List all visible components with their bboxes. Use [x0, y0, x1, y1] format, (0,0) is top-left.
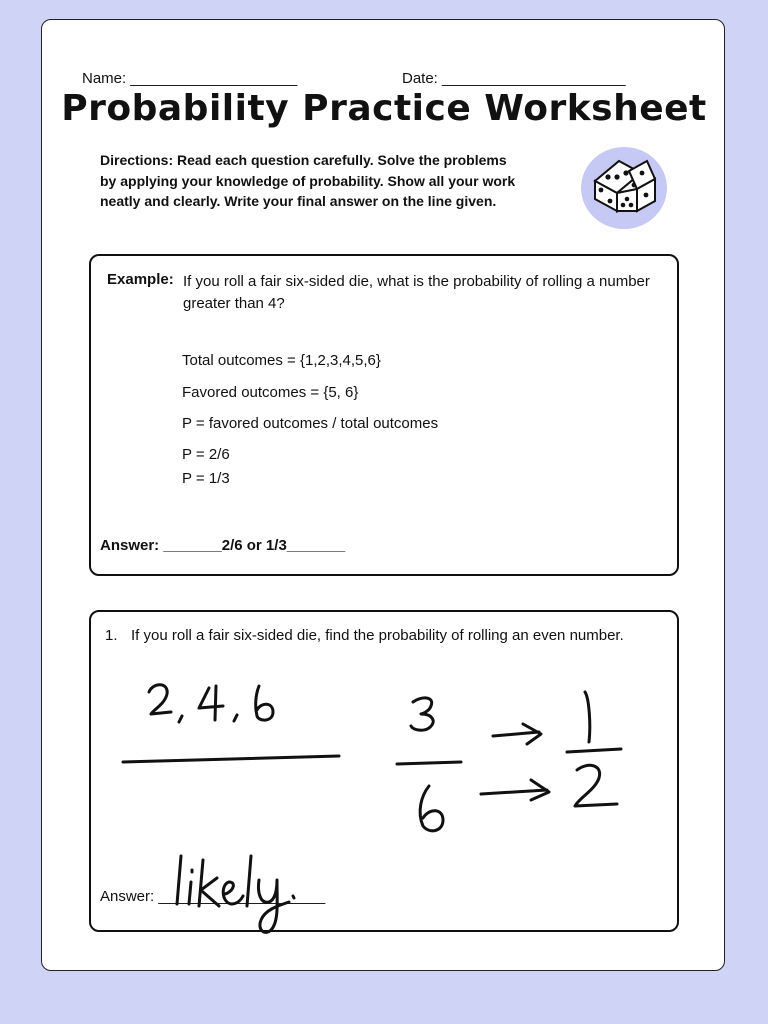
handwriting-simplified — [567, 692, 621, 806]
work-line: P = 1/3 — [182, 470, 230, 487]
example-answer: Answer: _______2/6 or 1/3_______ — [100, 537, 346, 554]
name-field[interactable]: Name: ____________________ — [82, 70, 298, 87]
work-line: P = favored outcomes / total outcomes — [182, 415, 439, 432]
question-text: If you roll a fair six-sided die, find the probability of rolling an even number. — [131, 627, 624, 644]
work-line: Favored outcomes = {5, 6} — [182, 384, 359, 401]
example-label: Example: — [107, 271, 174, 288]
handwriting-arrows — [481, 724, 549, 800]
handwriting-answer — [177, 856, 294, 932]
work-line: P = 2/6 — [182, 446, 230, 463]
worksheet-page — [41, 19, 725, 971]
work-line: Total outcomes = {1,2,3,4,5,6} — [182, 352, 381, 369]
dice-illustration — [581, 147, 667, 229]
handwriting-outcomes — [123, 685, 339, 762]
example-box — [89, 254, 679, 576]
example-question: If you roll a fair six-sided die, what is the probability of rolling a number greater than 4? — [183, 273, 650, 312]
question-number: 1. — [105, 627, 118, 644]
handwriting-fraction — [397, 698, 461, 831]
dice-icon — [581, 147, 667, 229]
date-field[interactable]: Date: ______________________ — [402, 70, 626, 87]
directions-text: Directions: Read each question carefully. Solve the problems by applying your knowledge of probability. Show all your work neatly and clearly. Write your final answer on the line given. — [100, 152, 516, 209]
question-1-box — [89, 610, 679, 932]
handwritten-work — [91, 612, 681, 934]
page-title: Probability Practice Worksheet — [61, 88, 707, 129]
answer-line[interactable]: Answer: ____________________ — [100, 888, 326, 905]
